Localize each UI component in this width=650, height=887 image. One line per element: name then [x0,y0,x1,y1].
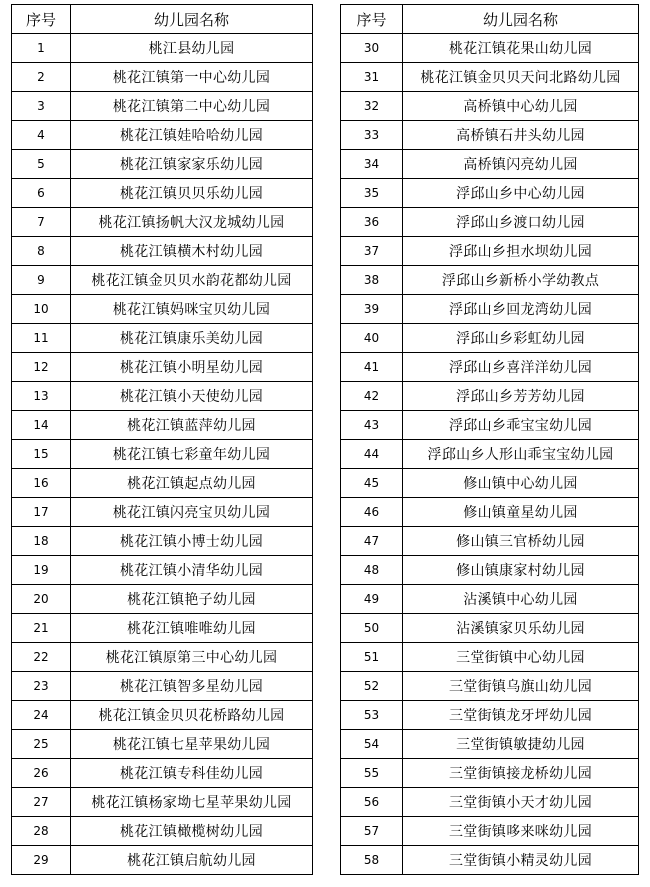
row-index-cell: 42 [341,382,403,411]
kindergarten-name-cell: 浮邱山乡喜洋洋幼儿园 [403,353,639,382]
table-row [341,411,639,440]
row-index-cell: 47 [341,527,403,556]
table-row [12,179,313,208]
table-row [341,730,639,759]
table-row [12,353,313,382]
row-index-cell: 11 [12,324,71,353]
table-row [12,730,313,759]
table-row [341,34,639,63]
row-index-cell: 9 [12,266,71,295]
kindergarten-name-cell: 浮邱山乡回龙湾幼儿园 [403,295,639,324]
column-header-name: 幼儿园名称 [71,5,313,34]
kindergarten-name-cell: 浮邱山乡渡口幼儿园 [403,208,639,237]
row-index-cell: 29 [12,846,71,875]
table-row [12,788,313,817]
table-row [341,498,639,527]
row-index-cell: 27 [12,788,71,817]
kindergarten-table-right [340,4,639,875]
kindergarten-name-cell: 浮邱山乡新桥小学幼教点 [403,266,639,295]
table-row [12,382,313,411]
table-row [12,498,313,527]
row-index-cell: 12 [12,353,71,382]
row-index-cell: 54 [341,730,403,759]
row-index-cell: 43 [341,411,403,440]
kindergarten-name-cell: 三堂街镇接龙桥幼儿园 [403,759,639,788]
table-row [12,846,313,875]
row-index-cell: 50 [341,614,403,643]
row-index-cell: 52 [341,672,403,701]
row-index-cell: 21 [12,614,71,643]
row-index-cell: 37 [341,237,403,266]
row-index-cell: 16 [12,469,71,498]
table-row [341,846,639,875]
table-row [341,382,639,411]
table-row [12,121,313,150]
kindergarten-name-cell: 桃花江镇启航幼儿园 [71,846,313,875]
kindergarten-name-cell: 三堂街镇乌旗山幼儿园 [403,672,639,701]
row-index-cell: 26 [12,759,71,788]
row-index-cell: 10 [12,295,71,324]
kindergarten-table-left [11,4,313,875]
row-index-cell: 19 [12,556,71,585]
table-row [12,643,313,672]
kindergarten-name-cell: 浮邱山乡乖宝宝幼儿园 [403,411,639,440]
kindergarten-name-cell: 桃花江镇小清华幼儿园 [71,556,313,585]
column-header-index: 序号 [341,5,403,34]
kindergarten-name-cell: 桃花江镇蓝萍幼儿园 [71,411,313,440]
row-index-cell: 4 [12,121,71,150]
row-index-cell: 49 [341,585,403,614]
kindergarten-name-cell: 桃花江镇专科佳幼儿园 [71,759,313,788]
row-index-cell: 45 [341,469,403,498]
table-row [341,469,639,498]
table-row [341,208,639,237]
table-row [12,469,313,498]
table-row [12,440,313,469]
kindergarten-name-cell: 桃花江镇金贝贝水韵花都幼儿园 [71,266,313,295]
kindergarten-name-cell: 桃花江镇艳子幼儿园 [71,585,313,614]
table-row [341,324,639,353]
column-header-index: 序号 [12,5,71,34]
row-index-cell: 40 [341,324,403,353]
header-row [341,5,639,34]
row-index-cell: 46 [341,498,403,527]
kindergarten-name-cell: 桃花江镇家家乐幼儿园 [71,150,313,179]
kindergarten-name-cell: 三堂街镇敏捷幼儿园 [403,730,639,759]
table-row [12,585,313,614]
table-row [341,295,639,324]
kindergarten-name-cell: 桃花江镇七星苹果幼儿园 [71,730,313,759]
kindergarten-name-cell: 浮邱山乡人形山乖宝宝幼儿园 [403,440,639,469]
row-index-cell: 17 [12,498,71,527]
kindergarten-name-cell: 桃花江镇七彩童年幼儿园 [71,440,313,469]
kindergarten-name-cell: 修山镇童星幼儿园 [403,498,639,527]
kindergarten-name-cell: 三堂街镇哆来咪幼儿园 [403,817,639,846]
table-row [12,208,313,237]
table-row [341,701,639,730]
kindergarten-name-cell: 三堂街镇小精灵幼儿园 [403,846,639,875]
row-index-cell: 44 [341,440,403,469]
row-index-cell: 33 [341,121,403,150]
table-row [12,411,313,440]
kindergarten-name-cell: 桃花江镇小明星幼儿园 [71,353,313,382]
table-row [12,34,313,63]
table-row [341,150,639,179]
table-row [341,353,639,382]
row-index-cell: 36 [341,208,403,237]
row-index-cell: 51 [341,643,403,672]
row-index-cell: 53 [341,701,403,730]
table-row [341,788,639,817]
table-row [341,614,639,643]
kindergarten-name-cell: 桃花江镇橄榄树幼儿园 [71,817,313,846]
kindergarten-name-cell: 桃花江镇妈咪宝贝幼儿园 [71,295,313,324]
table-row [12,614,313,643]
kindergarten-name-cell: 桃花江镇扬帆大汉龙城幼儿园 [71,208,313,237]
row-index-cell: 56 [341,788,403,817]
kindergarten-name-cell: 沾溪镇家贝乐幼儿园 [403,614,639,643]
column-header-name: 幼儿园名称 [403,5,639,34]
row-index-cell: 7 [12,208,71,237]
row-index-cell: 24 [12,701,71,730]
kindergarten-name-cell: 高桥镇石井头幼儿园 [403,121,639,150]
kindergarten-name-cell: 桃花江镇起点幼儿园 [71,469,313,498]
row-index-cell: 34 [341,150,403,179]
kindergarten-name-cell: 三堂街镇小天才幼儿园 [403,788,639,817]
kindergarten-name-cell: 修山镇中心幼儿园 [403,469,639,498]
table-row [341,121,639,150]
row-index-cell: 39 [341,295,403,324]
row-index-cell: 25 [12,730,71,759]
table-row [12,759,313,788]
kindergarten-name-cell: 桃花江镇康乐美幼儿园 [71,324,313,353]
table-row [341,585,639,614]
row-index-cell: 28 [12,817,71,846]
row-index-cell: 1 [12,34,71,63]
table-row [12,295,313,324]
row-index-cell: 3 [12,92,71,121]
kindergarten-name-cell: 桃花江镇贝贝乐幼儿园 [71,179,313,208]
kindergarten-name-cell: 桃花江镇金贝贝花桥路幼儿园 [71,701,313,730]
row-index-cell: 14 [12,411,71,440]
kindergarten-name-cell: 桃花江镇原第三中心幼儿园 [71,643,313,672]
kindergarten-name-cell: 高桥镇闪亮幼儿园 [403,150,639,179]
table-row [341,556,639,585]
kindergarten-name-cell: 浮邱山乡担水坝幼儿园 [403,237,639,266]
row-index-cell: 31 [341,63,403,92]
table-row [341,672,639,701]
kindergarten-name-cell: 浮邱山乡芳芳幼儿园 [403,382,639,411]
table-row [12,237,313,266]
table-row [341,179,639,208]
kindergarten-name-cell: 桃花江镇娃哈哈幼儿园 [71,121,313,150]
row-index-cell: 15 [12,440,71,469]
table-row [12,672,313,701]
kindergarten-name-cell: 桃花江镇花果山幼儿园 [403,34,639,63]
table-row [12,266,313,295]
header-row [12,5,313,34]
table-row [12,324,313,353]
table-row [12,150,313,179]
row-index-cell: 2 [12,63,71,92]
table-row [341,92,639,121]
row-index-cell: 55 [341,759,403,788]
kindergarten-name-cell: 桃花江镇金贝贝天问北路幼儿园 [403,63,639,92]
row-index-cell: 8 [12,237,71,266]
table-row [341,237,639,266]
table-row [341,759,639,788]
row-index-cell: 13 [12,382,71,411]
kindergarten-name-cell: 三堂街镇龙牙坪幼儿园 [403,701,639,730]
row-index-cell: 48 [341,556,403,585]
kindergarten-name-cell: 修山镇康家村幼儿园 [403,556,639,585]
row-index-cell: 38 [341,266,403,295]
kindergarten-name-cell: 沾溪镇中心幼儿园 [403,585,639,614]
row-index-cell: 18 [12,527,71,556]
row-index-cell: 57 [341,817,403,846]
row-index-cell: 41 [341,353,403,382]
kindergarten-name-cell: 三堂街镇中心幼儿园 [403,643,639,672]
table-row [341,440,639,469]
table-row [12,92,313,121]
table-row [12,527,313,556]
kindergarten-name-cell: 桃花江镇杨家坳七星苹果幼儿园 [71,788,313,817]
row-index-cell: 30 [341,34,403,63]
row-index-cell: 22 [12,643,71,672]
row-index-cell: 20 [12,585,71,614]
table-row [341,266,639,295]
table-row [12,817,313,846]
kindergarten-name-cell: 桃花江镇小天使幼儿园 [71,382,313,411]
kindergarten-name-cell: 桃花江镇第一中心幼儿园 [71,63,313,92]
table-row [341,817,639,846]
kindergarten-name-cell: 浮邱山乡彩虹幼儿园 [403,324,639,353]
row-index-cell: 5 [12,150,71,179]
row-index-cell: 6 [12,179,71,208]
row-index-cell: 23 [12,672,71,701]
kindergarten-name-cell: 桃江县幼儿园 [71,34,313,63]
table-row [341,63,639,92]
kindergarten-name-cell: 桃花江镇智多星幼儿园 [71,672,313,701]
table-row [12,63,313,92]
kindergarten-name-cell: 桃花江镇唯唯幼儿园 [71,614,313,643]
kindergarten-name-cell: 桃花江镇小博士幼儿园 [71,527,313,556]
kindergarten-name-cell: 浮邱山乡中心幼儿园 [403,179,639,208]
kindergarten-name-cell: 桃花江镇第二中心幼儿园 [71,92,313,121]
row-index-cell: 32 [341,92,403,121]
kindergarten-name-cell: 修山镇三官桥幼儿园 [403,527,639,556]
kindergarten-name-cell: 高桥镇中心幼儿园 [403,92,639,121]
table-row [12,556,313,585]
row-index-cell: 58 [341,846,403,875]
row-index-cell: 35 [341,179,403,208]
table-row [341,643,639,672]
table-row [341,527,639,556]
table-row [12,701,313,730]
kindergarten-name-cell: 桃花江镇横木村幼儿园 [71,237,313,266]
kindergarten-name-cell: 桃花江镇闪亮宝贝幼儿园 [71,498,313,527]
